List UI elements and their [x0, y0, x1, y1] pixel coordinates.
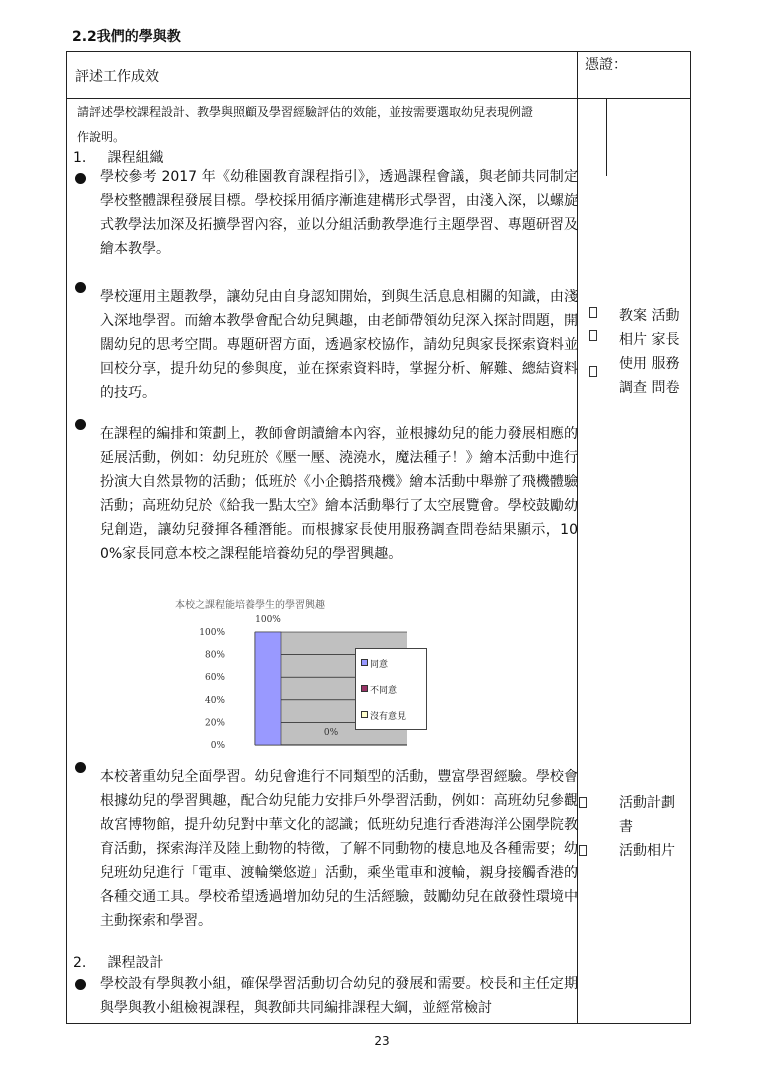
evidence-item: 調查 問卷: [619, 380, 680, 396]
instruction-text: [77, 100, 597, 150]
chart-title: 本校之課程能培養學生的學習興趣: [175, 600, 325, 611]
legend-item-disagree: 不同意: [361, 683, 397, 696]
evidence-list-1: [619, 304, 679, 400]
legend-item-neutral: 沒有意見: [361, 709, 406, 722]
evidence-item: 使用 服務: [619, 356, 680, 372]
evidence-item: 活動相片: [619, 843, 675, 859]
y-tick-label: 100%: [199, 628, 225, 638]
section-1-title: 課程組織: [107, 150, 164, 166]
evidence-list-2: [619, 791, 675, 863]
legend-swatch: [361, 711, 368, 718]
bullet-paragraph-2: [73, 285, 578, 405]
data-label: 0%: [323, 728, 339, 738]
paragraph-text: 學校設有學與教小組，確保學習活動切合幼兒的發展和需要。校長和主任定期與學與教小組檢視課程，與教師共同編排課程大綱，並經常檢討: [100, 976, 578, 1016]
section-2-title: 課程設計: [107, 955, 164, 971]
chart-legend: [355, 648, 427, 730]
y-tick-label: 40%: [204, 695, 225, 706]
y-tick-label: 20%: [204, 718, 225, 729]
header-divider: [67, 98, 690, 99]
bullet-icon: [75, 282, 86, 293]
legend-item-agree: 同意: [361, 657, 388, 670]
evidence-checkbox: [589, 366, 597, 377]
header-evaluation-label: 評述工作成效: [75, 69, 159, 85]
evidence-checkbox: [589, 330, 597, 341]
data-label: 100%: [255, 615, 281, 625]
bullet-paragraph-1: [73, 165, 578, 261]
evidence-checkbox: [589, 307, 597, 318]
legend-swatch: [361, 685, 368, 692]
bullet-icon: [75, 979, 86, 990]
bullet-icon: [75, 173, 86, 184]
bullet-icon: [75, 762, 86, 773]
y-tick-label: 80%: [204, 650, 225, 661]
instruction-line-2: 作說明。: [77, 130, 126, 144]
header-evidence-label: 憑證：: [585, 57, 627, 73]
evidence-checkbox: [579, 845, 587, 856]
evidence-item: 書: [619, 819, 633, 835]
paragraph-text: 學校參考 2017 年《幼稚園教育課程指引》，透過課程會議，與老師共同制定學校整體課程發展目標。學校採用循序漸進建構形式學習，由淺入深，以螺旋式教學法加深及拓擴學習內容，並以分組活動教學進行主題學習、專題研習及繪本教學。: [100, 169, 578, 257]
evidence-item: 教案 活動: [619, 308, 680, 324]
legend-swatch: [361, 659, 368, 666]
section-2-number: 2.: [73, 955, 87, 971]
self-evaluation-table: [66, 51, 691, 1024]
bullet-paragraph-3: [73, 422, 578, 566]
instruction-line-1: 請評述學校課程設計、教學與照顧及學習經驗評估的效能，並按需要選取幼兒表現例證: [77, 105, 534, 119]
section-2-heading: [73, 953, 163, 973]
page-number: 23: [374, 1034, 390, 1048]
paragraph-text: 在課程的編排和策劃上，教師會朗讀繪本內容，並根據幼兒的能力發展相應的延展活動，例如：幼兒班於《壓一壓、澆澆水，魔法種子！》繪本活動中進行扮演大自然景物的活動；低班於《小企鵝搭飛機》繪本活動中舉辦了飛機體驗活動；高班幼兒於《給我一點太空》繪本活動舉行了太空展覽會。學校鼓勵幼兒創造，讓幼兒發揮各種潛能。而根據家長使用服務調查問卷結果顯示，100%家長同意本校之課程能培養幼兒的學習興趣。: [100, 426, 578, 562]
bullet-paragraph-4: [73, 765, 578, 933]
bullet-paragraph-5: [73, 972, 578, 1020]
paragraph-text: 學校運用主題教學，讓幼兒由自身認知開始，到與生活息息相關的知識，由淺入深地學習。而繪本教學會配合幼兒興趣，由老師帶領幼兒深入探討問題，開闊幼兒的思考空間。專題研習方面，透過家校協作，請幼兒與家長探索資料並回校分享，提升幼兒的參與度，並在探索資料時，掌握分析、解難、總結資料的技巧。: [100, 289, 578, 401]
y-tick-label: 0%: [210, 741, 225, 750]
paragraph-text: 本校著重幼兒全面學習。幼兒會進行不同類型的活動，豐富學習經驗。學校會根據幼兒的學習興趣，配合幼兒能力安排戶外學習活動，例如：高班幼兒參觀故宮博物館，提升幼兒對中華文化的認識；低班幼兒進行香港海洋公園學院教育活動，探索海洋及陸上動物的特徵，了解不同動物的棲息地及各種需要；幼兒班幼兒進行「電車、渡輪樂悠遊」活動，乘坐電車和渡輪，親身接觸香港的各種交通工具。學校希望透過增加幼兒的生活經驗，鼓勵幼兒在啟發性環境中主動探索和學習。: [100, 769, 578, 929]
y-tick-label: 60%: [204, 673, 225, 684]
evidence-item: 相片 家長: [619, 332, 680, 348]
section-1-number: 1.: [73, 150, 87, 166]
evidence-item: 活動計劃: [619, 795, 675, 811]
bullet-icon: [75, 419, 86, 430]
evidence-checkbox: [579, 797, 587, 808]
bar-0: [255, 632, 281, 745]
evidence-subdivider: [606, 98, 607, 176]
section-title: 2.2我們的學與教: [72, 29, 181, 45]
